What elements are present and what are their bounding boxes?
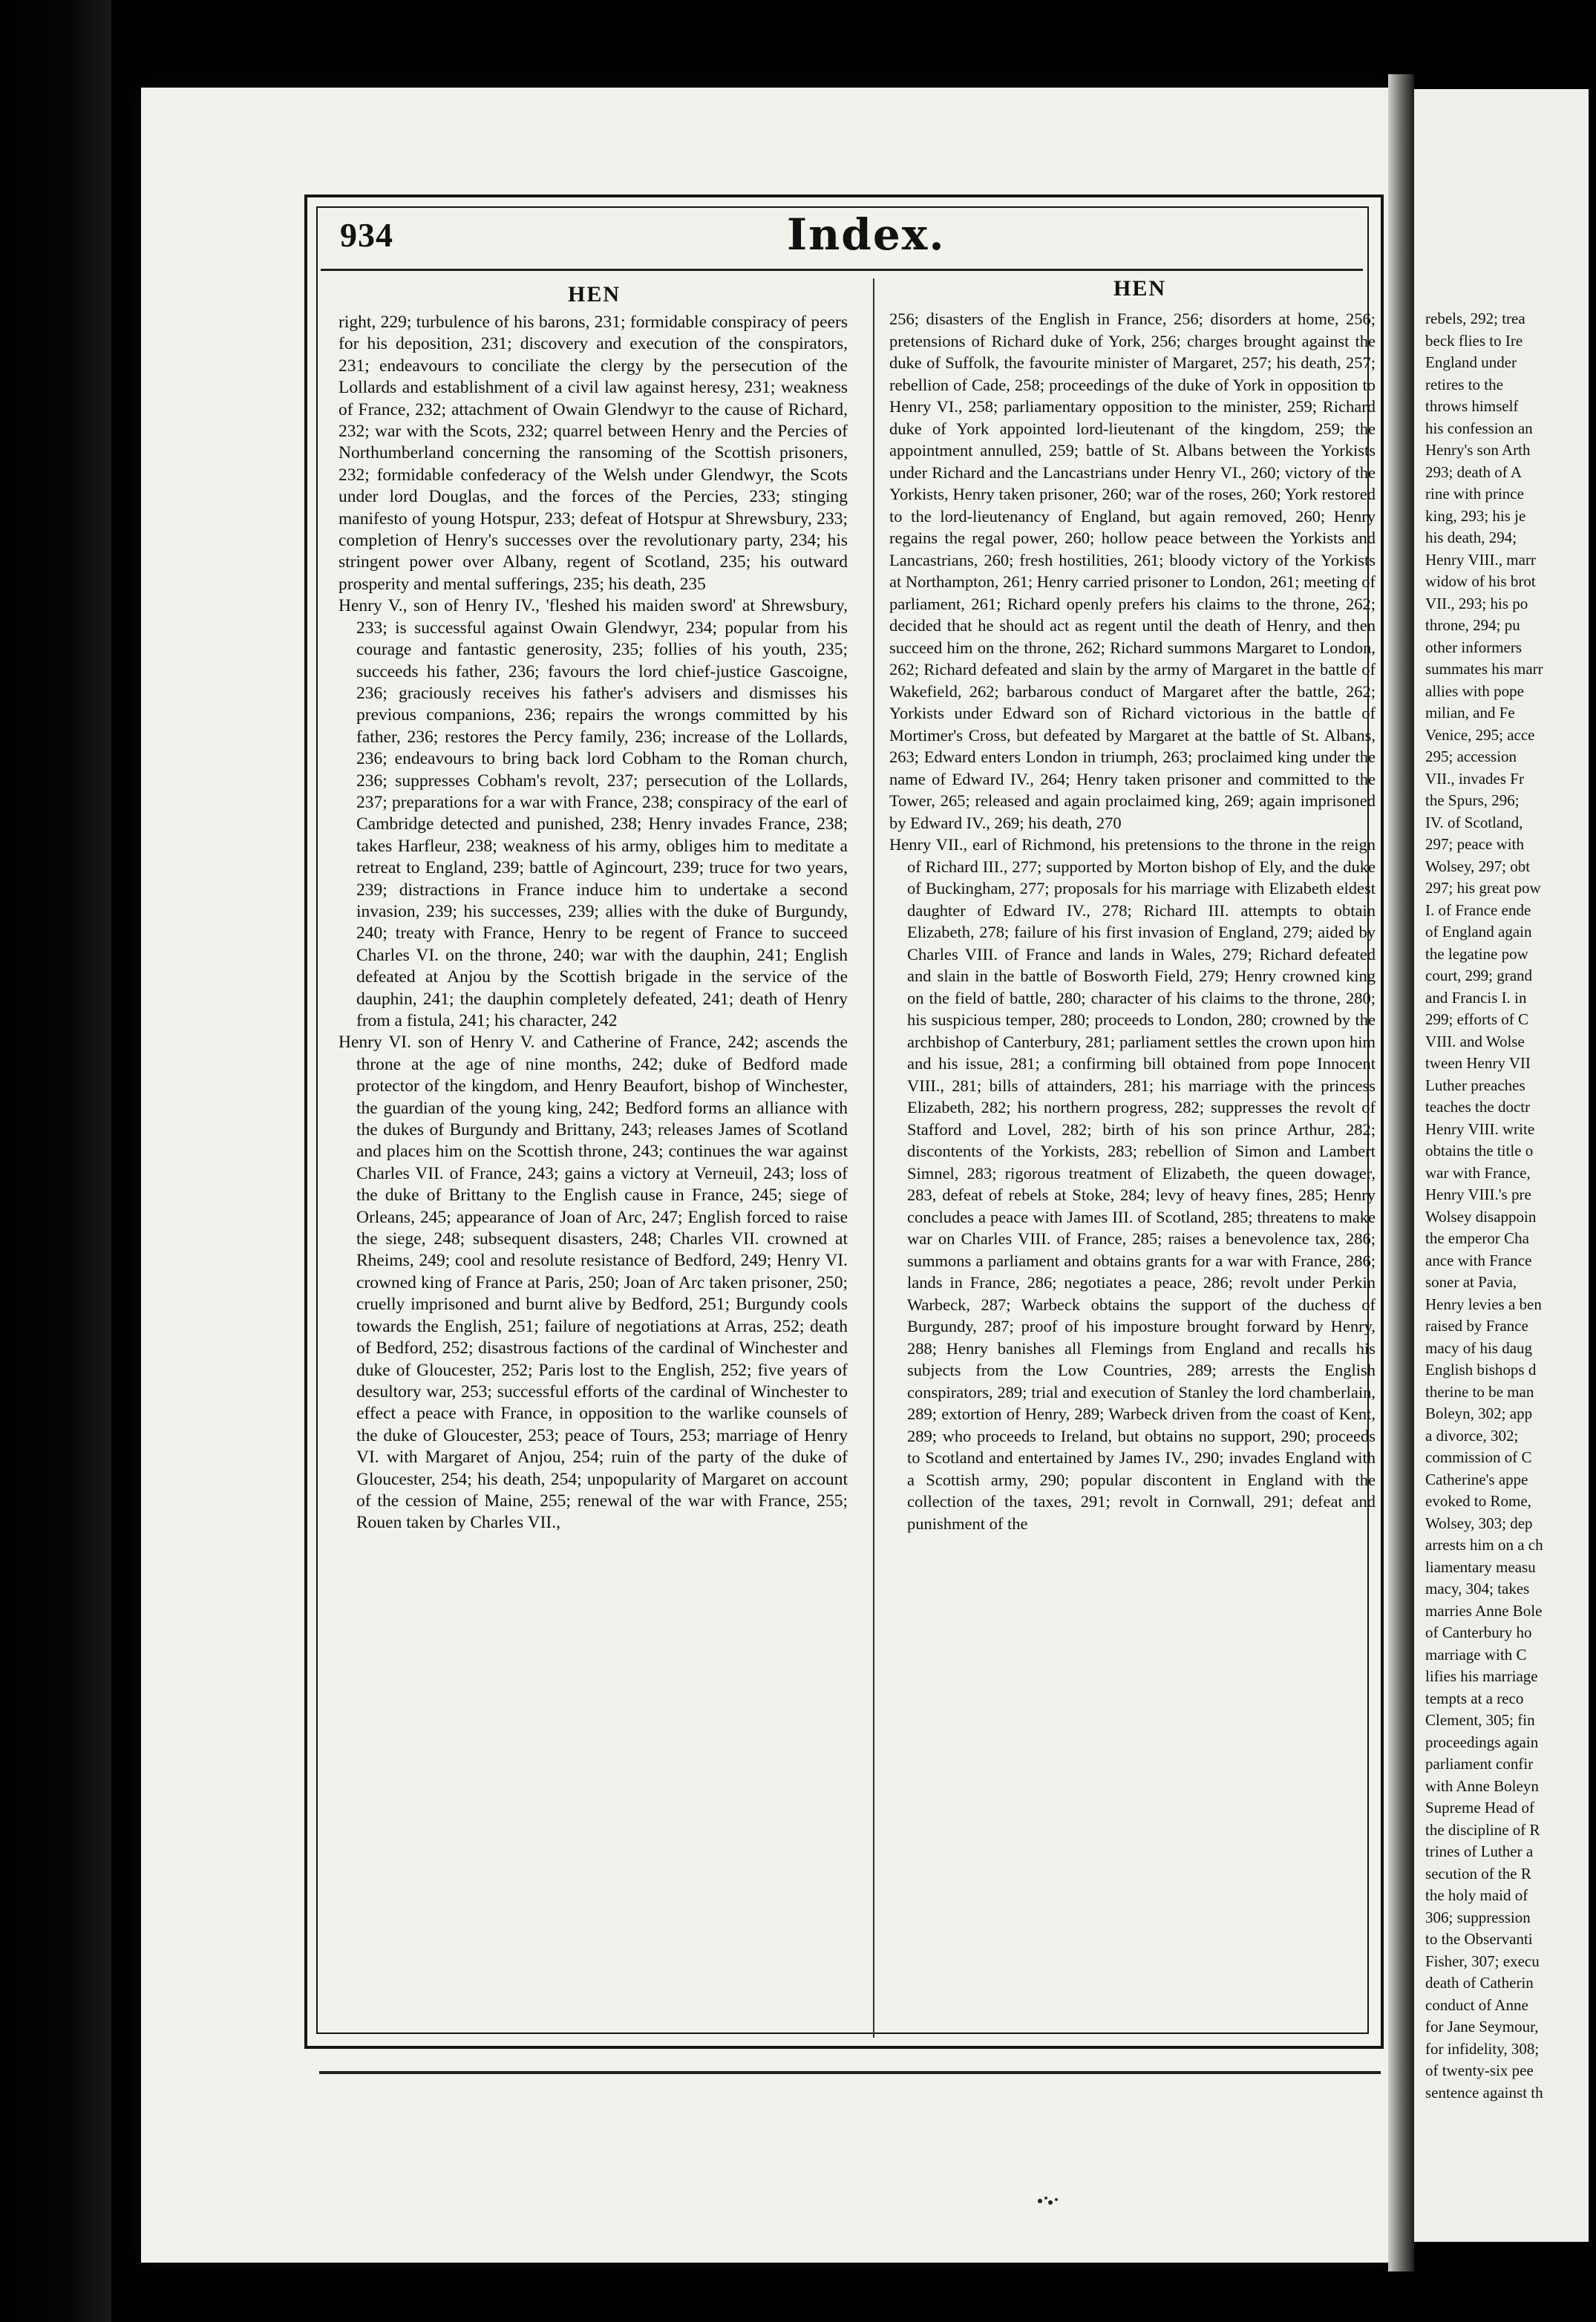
facing-page-line: Supreme Head of (1425, 1799, 1534, 1816)
facing-page-line: Venice, 295; acce (1425, 725, 1535, 744)
index-entry: right, 229; turbulence of his barons, 231; formidable conspiracy of peers for his deposition, 231; discovery and execution of the conspirators, 231; endeavours to conciliate the clergy by the persecution of the Lollards and establishment of a civil law against heresy, 231; weakness of France, 232; attachment of Owain Glendwyr to the cause of Richard, 232; war with the Scots, 232; quarrel between Henry and the Percies of Northumberland concerning the ransoming of the Scottish prisoners, 232; formidable confederacy of the Welsh under Glendwyr, the Scots under lord Douglas, and the forces of the Percies, 233; stinging manifesto of young Hotspur, 233; defeat of Hotspur at Shrewsbury, 233; completion of Henry's successes over the revolutionary party, 234; his stringent power over Albany, regent of Scotland, 235; his outward prosperity and mental sufferings, 235; his death, 235 (339, 313, 848, 594)
facing-page-line: ance with France (1425, 1251, 1532, 1269)
facing-page-line: Catherine's appe (1425, 1470, 1528, 1488)
facing-page-line: beck flies to Ire (1425, 331, 1523, 350)
facing-page-line: parliament confir (1425, 1755, 1534, 1773)
index-entry: Henry VI. son of Henry V. and Catherine of France, 242; ascends the throne at the age of nine months, 242; duke of Bedford made protector of the kingdom, and Henry Beaufort, bishop of Winchester, the guardian of the young king, 242; Bedford forms an alliance with the dukes of Burgundy and Brittany, 243; releases James of Scotland and places him on the Scottish throne, 243; continues the war against Charles VII. of France, 243; gains a victory at Verneuil, 243; loss of the duke of Brittany to the English cause in France, 245; siege of Orleans, 245; appearance of Joan of Arc, 247; English forced to raise the siege, 248; subsequent disasters, 248; Charles VII. crowned at Rheims, 249; cool and resolute resistance of Bedford, 249; Henry VI. crowned king of France at Paris, 250; Joan of Arc taken prisoner, 250; cruelly imprisoned and burnt alive by Bedford, 251; Burgundy cools towards the English, 251; failure of negotiations at Arras, 252; death of Bedford, 252; disastrous factions of the cardinal of Winchester and duke of Gloucester, 252; Paris lost to the English, 252; five years of desultory war, 253; successful efforts of the cardinal of Winchester to effect a peace with France, in opposition to the warlike counsels of the duke of Gloucester, 253; peace of Tours, 253; marriage of Henry VI. with Margaret of Anjou, 254; ruin of the party of the duke of Gloucester, 254; his death, 254; unpopularity of Margaret on account of the cession of Maine, 255; renewal of the war with France, 255; Rouen taken by Charles VII., (339, 1033, 848, 1533)
page-title: Index. (787, 209, 946, 260)
facing-page-line: to the Observanti (1425, 1930, 1533, 1948)
facing-page-line: Clement, 305; fin (1425, 1711, 1535, 1729)
facing-page-line: his confession an (1425, 419, 1533, 437)
page-number: 934 (340, 216, 393, 254)
facing-page-line: of Canterbury ho (1425, 1623, 1532, 1641)
facing-page-line: retires to the (1425, 375, 1503, 393)
facing-page-line: secution of the R (1425, 1864, 1531, 1883)
facing-page-line: his death, 294; (1425, 529, 1517, 546)
facing-page-line: war with France, (1425, 1163, 1531, 1182)
book-gutter (1388, 74, 1414, 2272)
facing-page-line: proceedings again (1425, 1733, 1539, 1751)
facing-page-line: Henry levies a ben (1425, 1295, 1542, 1313)
facing-page-line: macy, 304; takes (1425, 1580, 1530, 1597)
facing-page-line: VII., 293; his po (1425, 594, 1528, 612)
facing-page-line: 295; accession (1425, 748, 1517, 765)
facing-page-line: of England again (1425, 923, 1532, 941)
facing-page-line: marriage with C (1425, 1645, 1527, 1664)
facing-page-line: trines of Luther a (1425, 1842, 1534, 1860)
facing-page-line: Luther preaches (1425, 1076, 1525, 1094)
facing-page-line: the legatine pow (1425, 944, 1528, 963)
facing-page-line: sentence against th (1425, 2083, 1543, 2102)
facing-page-line: widow of his brot (1425, 572, 1536, 590)
facing-page-line: teaches the doctr (1425, 1098, 1531, 1116)
index-entry: Henry V., son of Henry IV., 'fleshed his maiden sword' at Shrewsbury, 233; is successful against Owain Glendwyr, 234; popular from his courage and fantastic generosity, 235; follies of his youth, 235; succeeds his father, 236; favours the lord chief-justice Gascoigne, 236; graciously receives his father's advisers and dismisses his previous companions, 236; repairs the wrongs committed by his father, 236; restores the Percy family, 236; increase of the Lollards, 236; endeavours to bring back lord Cobham to the Roman church, 236; suppresses Cobham's revolt, 237; persecution of the Lollards, 237; preparations for a war with France, 238; conspiracy of the earl of Cambridge detected and punished, 238; Henry invades France, 238; takes Harfleur, 238; weakness of his army, obliges him to meditate a retreat to England, 239; battle of Agincourt, 239; truce for two years, 239; distractions in France induce him to undertake a second invasion, 239; his successes, 239; allies with the duke of Burgundy, 240; treaty with France, Henry to be regent of France to succeed Charles VI. on the throne, 240; war with the dauphin, 241; English defeated at Anjou by the Scottish brigade in the service of the dauphin, 241; the dauphin completely defeated, 241; death of Henry from a fistula, 241; his character, 242 (339, 596, 848, 1030)
facing-page-line: other informers (1425, 638, 1523, 656)
facing-page-line: rebels, 292; trea (1425, 310, 1525, 327)
facing-page-line: Wolsey, 303; dep (1425, 1514, 1533, 1532)
facing-page-line: Henry VIII., marr (1425, 550, 1536, 569)
facing-page-line: for infidelity, 308; (1425, 2039, 1540, 2058)
facing-page-line: lifies his marriage (1425, 1667, 1538, 1685)
facing-page-line: Henry's son Arth (1425, 441, 1531, 459)
facing-page-line: milian, and Fe (1425, 704, 1515, 722)
facing-page-line: tween Henry VII (1425, 1054, 1531, 1072)
facing-page-line: the discipline of R (1425, 1820, 1540, 1839)
facing-page-line: 306; suppression (1425, 1908, 1531, 1926)
left-column-head: HEN (568, 282, 621, 307)
facing-page-line: rine with prince (1425, 485, 1524, 503)
facing-page-line: I. of France ende (1425, 900, 1531, 919)
facing-page-line: obtains the title o (1425, 1142, 1534, 1160)
facing-page-line: commission of C (1425, 1448, 1532, 1466)
facing-page-line: king, 293; his je (1425, 506, 1526, 525)
facing-page-line: court, 299; grand (1425, 967, 1533, 984)
facing-page-line: VII., invades Fr (1425, 769, 1524, 788)
facing-page-line: VIII. and Wolse (1425, 1032, 1525, 1050)
facing-page-line: Wolsey disappoin (1425, 1207, 1537, 1226)
facing-page-line: soner at Pavia, (1425, 1273, 1517, 1291)
facing-page-line: throws himself (1425, 397, 1519, 415)
facing-page-line: liamentary measu (1425, 1557, 1536, 1576)
facing-page-line: England under (1425, 353, 1517, 371)
index-entry: 256; disasters of the English in France, 256; disorders at home, 256; pretensions of Richard duke of York, 256; charges brought against the duke of Suffolk, the favourite minister of Margaret, 257; his death, 257; rebellion of Cade, 258; proceedings of the duke of York in opposition to Henry VI., 258; parliamentary opposition to the minister, 259; Richard duke of York appointed lord-lieutenant of the kingdom, 259; the appointment annulled, 259; battle of St. Albans between the Yorkists under Richard and the Lancastrians under Henry VI., 260; victory of the Yorkists, Henry taken prisoner, 260; war of the roses, 260; York restored to the lord-lieutenancy of England, but again removed, 260; Henry regains the regal power, 260; hollow peace between the Yorkists and Lancastrians, 260; fresh hostilities, 261; bloody victory of the Yorkists at Northampton, 261; Henry carried prisoner to London, 261; meeting of parliament, 261; Richard openly prefers his claims to the throne, 262; decided that he should act as regent until the death of Henry, and then succeed him on the throne, 262; Richard summons Margaret to London, 262; Richard defeated and slain by the army of Margaret in the battle of Wakefield, 262; barbarous conduct of Margaret after the battle, 262; Yorkists under Edward son of Richard victorious in the battle of Mortimer's Cross, but defeated by Margaret at the battle of St. Albans, 263; Edward enters London in triumph, 263; proclaimed king under the name of Edward IV., 264; Henry taken prisoner and committed to the Tower, 265; released and again proclaimed king, 269; again imprisoned by Edward IV., 269; his death, 270 (889, 310, 1376, 832)
facing-page-line: arrests him on a ch (1425, 1536, 1543, 1554)
facing-page-line: IV. of Scotland, (1425, 813, 1523, 831)
facing-page-line: for Jane Seymour, (1425, 2018, 1539, 2035)
ink-specks (1036, 2194, 1065, 2208)
facing-page-line: Boleyn, 302; app (1425, 1404, 1533, 1422)
facing-page-line: Henry VIII.'s pre (1425, 1185, 1531, 1203)
facing-page-line: summates his marr (1425, 660, 1543, 678)
facing-page-line: the holy maid of (1425, 1886, 1528, 1904)
facing-page-line: raised by France (1425, 1317, 1528, 1335)
index-column-middle (889, 308, 1376, 2030)
facing-page-line: Fisher, 307; execu (1425, 1952, 1540, 1970)
facing-page-line: English bishops d (1425, 1361, 1537, 1379)
facing-page-line: and Francis I. in (1425, 988, 1527, 1007)
facing-page-line: 297; his great pow (1425, 879, 1541, 897)
facing-page-line: allies with pope (1425, 681, 1524, 700)
facing-page-line: Henry VIII. write (1425, 1119, 1535, 1138)
facing-page-line: throne, 294; pu (1425, 616, 1520, 634)
facing-page-line: 299; efforts of C (1425, 1010, 1529, 1028)
facing-page-line: with Anne Boleyn (1425, 1776, 1539, 1795)
facing-page-line: 297; peace with (1425, 835, 1524, 853)
facing-page-line: a divorce, 302; (1425, 1426, 1519, 1445)
index-column-left (339, 312, 848, 2034)
index-entry: Henry VII., earl of Richmond, his pretensions to the throne in the reign of Richard III., 277; supported by Morton bishop of Ely, and the duke of Buckingham, 277; proposals for his marriage with Elizabeth eldest daughter of Edward IV., 278; Richard III. attempts to obtain Elizabeth, 278; failure of his first invasion of England, 279; aided by Charles VIII. of France and lands in Wales, 279; Richard defeated and slain in the battle of Bosworth Field, 279; Henry crowned king on the field of battle, 280; character of his claims to the throne, 280; his suspicious temper, 280; proceeds to London, 280; crowned by the archbishop of Canterbury, 281; parliament settles the crown upon him and his issue, 281; a confirming bill obtained from pope Innocent VIII., 281; bills of attainders, 281; his marriage with the princess Elizabeth, 282; his northern progress, 282; suppresses the revolt of Stafford and Lovel, 282; birth of his son prince Arthur, 282; discontents of the Yorkists, 283; rebellion of Simon and Lambert Simnel, 283; rigorous treatment of Elizabeth, the queen dowager, 283, defeat of rebels at Stoke, 284; levy of heavy fines, 285; Henry concludes a peace with James III. of Scotland, 285; threatens to make war on Charles VIII. of France, 285; raises a benevolence tax, 286; summons a parliament and obtains grants for a war with France, 286; lands in France, 286; negotiates a peace, 286; revolt under Perkin Warbeck, 287; Warbeck obtains the support of the duchess of Burgundy, 287; proof of his imposture brought forward by Henry, 288; Henry banishes all Flemings from England and recalls his subjects from the Low Countries, 289; arrests the English conspirators, 289; trial and execution of Stanley the lord chamberlain, 289; extortion of Henry, 289; Warbeck driven from the coast of Kent, 289; who proceeds to Ireland, but obtains no support, 290; proceeds to Scotland and entertained by James IV., 290; invades England with a Scottish army, 290; popular discontent in England with the collection of the taxes, 291; revolt in Cornwall, 291; defeat and punishment of the (889, 835, 1376, 1533)
facing-page-line: therine to be man (1425, 1382, 1534, 1401)
facing-page-line: tempts at a reco (1425, 1689, 1524, 1707)
facing-page-text (1425, 308, 1596, 2102)
facing-page-line: death of Catherin (1425, 1974, 1534, 1992)
facing-page-line: Wolsey, 297; obt (1425, 857, 1531, 875)
column-divider (873, 278, 874, 2038)
facing-page-line: macy of his daug (1425, 1338, 1533, 1357)
mid-column-head: HEN (1113, 276, 1167, 301)
facing-page-line: of twenty-six pee (1425, 2061, 1534, 2079)
facing-page-line: the Spurs, 296; (1425, 791, 1520, 809)
facing-page-line: the emperor Cha (1425, 1229, 1529, 1247)
header-rule (321, 269, 1363, 271)
facing-page-line: marries Anne Bole (1425, 1601, 1543, 1620)
footer-rule (319, 2071, 1381, 2074)
facing-page-line: 293; death of A (1425, 462, 1523, 481)
left-page-shadow (0, 0, 111, 2322)
facing-page-line: evoked to Rome, (1425, 1492, 1531, 1510)
facing-page-line: conduct of Anne (1425, 1995, 1528, 2014)
